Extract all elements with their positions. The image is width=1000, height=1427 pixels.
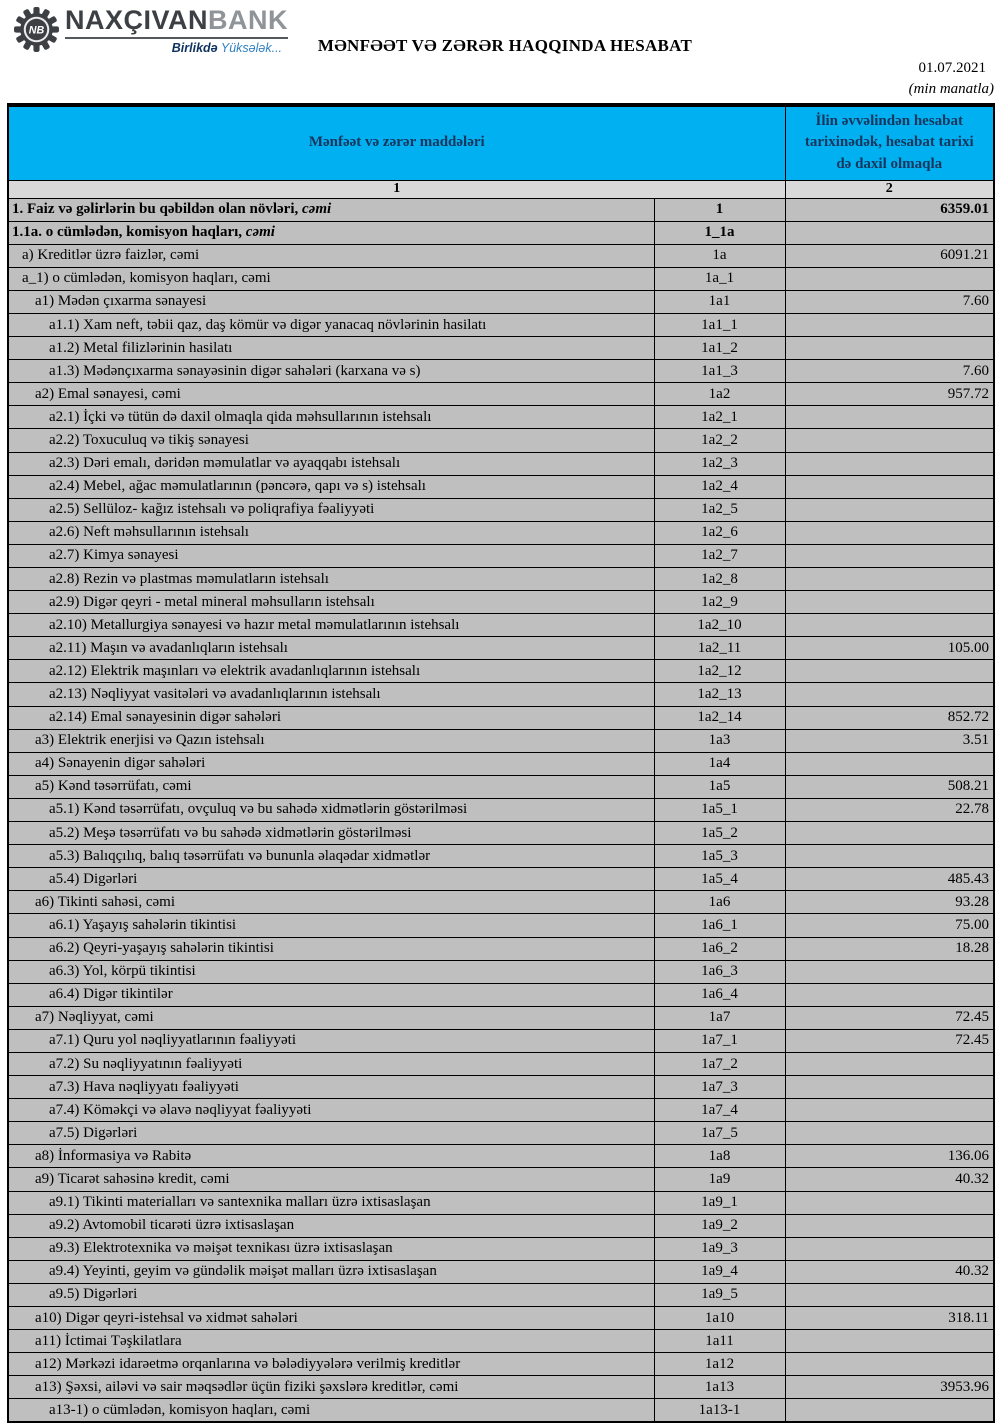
gear-logo-icon bbox=[13, 6, 60, 53]
page-header bbox=[0, 0, 1000, 103]
table-row bbox=[8, 360, 994, 383]
row-label: a2) Emal sənayesi, cəmi bbox=[35, 385, 181, 402]
table-body bbox=[8, 198, 994, 1422]
row-label-cell bbox=[8, 475, 654, 498]
row-value bbox=[785, 614, 994, 637]
row-label-italic: cəmi bbox=[245, 224, 275, 241]
row-label: a2.10) Metallurgiya sənayesi və hazır metal məmulatlarının istehsalı bbox=[49, 616, 460, 633]
table-row bbox=[8, 221, 994, 244]
row-label: a5.3) Balıqçılıq, balıq təsərrüfatı və bununla əlaqədar xidmətlər bbox=[49, 847, 431, 864]
row-value bbox=[785, 591, 994, 614]
row-label-cell bbox=[8, 1076, 654, 1099]
row-label-cell bbox=[8, 1353, 654, 1376]
row-label-cell bbox=[8, 452, 654, 475]
row-code: 1a5_2 bbox=[654, 822, 785, 845]
row-code: 1a bbox=[654, 244, 785, 267]
row-label: a4) Sənayenin digər sahələri bbox=[35, 755, 206, 772]
row-value: 75.00 bbox=[785, 914, 994, 937]
row-value: 7.60 bbox=[785, 360, 994, 383]
table-row bbox=[8, 614, 994, 637]
row-code: 1a9_4 bbox=[654, 1260, 785, 1283]
row-label: a7.1) Quru yol nəqliyyatlarının fəaliyyəti bbox=[49, 1032, 297, 1049]
row-label-cell bbox=[8, 614, 654, 637]
row-label: a2.8) Rezin və plastmas məmulatların istehsalı bbox=[49, 570, 329, 587]
row-code: 1a2_10 bbox=[654, 614, 785, 637]
row-label: a7.5) Digərləri bbox=[49, 1124, 138, 1141]
row-label: a6.2) Qeyri-yaşayış sahələrin tikintisi bbox=[49, 940, 274, 957]
row-label-cell bbox=[8, 383, 654, 406]
row-value: 318.11 bbox=[785, 1307, 994, 1330]
row-label-cell bbox=[8, 1099, 654, 1122]
table-row bbox=[8, 1260, 994, 1283]
row-label: a2.3) Dəri emalı, dəridən məmulatlar və ayaqqabı istehsalı bbox=[49, 455, 401, 472]
row-label: a1.1) Xam neft, təbii qaz, daş kömür və digər yanacaq növlərinin hasilatı bbox=[49, 316, 487, 333]
row-value bbox=[785, 1283, 994, 1306]
row-label-cell bbox=[8, 1376, 654, 1399]
table-row bbox=[8, 498, 994, 521]
row-value: 6359.01 bbox=[785, 198, 994, 221]
table-row bbox=[8, 1168, 994, 1191]
row-value: 22.78 bbox=[785, 798, 994, 821]
bank-name-part2: BANK bbox=[208, 5, 289, 35]
row-label: a2.6) Neft məhsullarının istehsalı bbox=[49, 524, 249, 541]
row-code: 1a13-1 bbox=[654, 1399, 785, 1422]
row-code: 1a9 bbox=[654, 1168, 785, 1191]
row-label: a6) Tikinti sahəsi, cəmi bbox=[35, 893, 175, 910]
row-value bbox=[785, 1214, 994, 1237]
row-label-cell bbox=[8, 752, 654, 775]
row-code: 1a7 bbox=[654, 1006, 785, 1029]
row-code: 1a7_3 bbox=[654, 1076, 785, 1099]
row-label-cell bbox=[8, 937, 654, 960]
row-value bbox=[785, 406, 994, 429]
unit-note: (min manatla) bbox=[908, 81, 994, 97]
table-row bbox=[8, 1099, 994, 1122]
bank-name-part1: NAXÇIVAN bbox=[65, 5, 209, 35]
table-row bbox=[8, 1330, 994, 1353]
table-row bbox=[8, 1122, 994, 1145]
table-row bbox=[8, 1214, 994, 1237]
row-code: 1a2_7 bbox=[654, 544, 785, 567]
table-row bbox=[8, 660, 994, 683]
row-value bbox=[785, 683, 994, 706]
row-label: a5.1) Kənd təsərrüfatı, ovçuluq və bu sahədə xidmətlərin göstərilməsi bbox=[49, 801, 468, 818]
row-label-cell bbox=[8, 498, 654, 521]
row-value bbox=[785, 544, 994, 567]
row-label-cell bbox=[8, 683, 654, 706]
row-label-cell bbox=[8, 1006, 654, 1029]
row-label-cell bbox=[8, 1029, 654, 1052]
table-row bbox=[8, 1191, 994, 1214]
row-code: 1a6_4 bbox=[654, 983, 785, 1006]
row-code: 1a1 bbox=[654, 290, 785, 313]
row-value bbox=[785, 337, 994, 360]
row-label-cell bbox=[8, 360, 654, 383]
row-value bbox=[785, 221, 994, 244]
row-label-cell bbox=[8, 1052, 654, 1075]
row-value: 105.00 bbox=[785, 637, 994, 660]
column-number-1: 1 bbox=[8, 180, 785, 198]
row-label-cell bbox=[8, 198, 654, 221]
row-code: 1a9_5 bbox=[654, 1283, 785, 1306]
row-value bbox=[785, 1353, 994, 1376]
table-row bbox=[8, 752, 994, 775]
row-code: 1_1a bbox=[654, 221, 785, 244]
table-row bbox=[8, 1307, 994, 1330]
row-label: a5.2) Meşə təsərrüfatı və bu sahədə xidmətlərin göstərilməsi bbox=[49, 824, 412, 841]
row-label-cell bbox=[8, 914, 654, 937]
row-code: 1a2_12 bbox=[654, 660, 785, 683]
row-code: 1a3 bbox=[654, 729, 785, 752]
row-label: a7.4) Köməkçi və əlavə nəqliyyat fəaliyyəti bbox=[49, 1101, 312, 1118]
column-header-items: Mənfəət və zərər maddələri bbox=[8, 105, 785, 180]
row-label-cell bbox=[8, 1399, 654, 1422]
row-label-cell bbox=[8, 1122, 654, 1145]
row-value bbox=[785, 1237, 994, 1260]
row-label-cell bbox=[8, 1283, 654, 1306]
row-code: 1a6_2 bbox=[654, 937, 785, 960]
row-label: a2.12) Elektrik maşınları və elektrik avadanlıqlarının istehsalı bbox=[49, 662, 421, 679]
row-label: a_1) o cümlədən, komisyon haqları, cəmi bbox=[22, 270, 271, 287]
row-label: 1.1a. o cümlədən, komisyon haqları, bbox=[12, 224, 246, 241]
row-value bbox=[785, 660, 994, 683]
row-value bbox=[785, 521, 994, 544]
table-row bbox=[8, 1283, 994, 1306]
row-label-cell bbox=[8, 267, 654, 290]
table-row bbox=[8, 475, 994, 498]
row-label-cell bbox=[8, 960, 654, 983]
table-row bbox=[8, 313, 994, 336]
row-value bbox=[785, 568, 994, 591]
row-label: a6.4) Digər tikintilər bbox=[49, 986, 173, 1003]
table-row bbox=[8, 544, 994, 567]
row-value: 7.60 bbox=[785, 290, 994, 313]
row-label: a) Kreditlər üzrə faizlər, cəmi bbox=[22, 247, 200, 264]
row-code: 1a1_3 bbox=[654, 360, 785, 383]
bank-logo bbox=[13, 6, 288, 55]
row-label-cell bbox=[8, 983, 654, 1006]
bank-tagline-part2: Yüksələk... bbox=[220, 40, 283, 55]
row-code: 1a_1 bbox=[654, 267, 785, 290]
row-label-cell bbox=[8, 775, 654, 798]
row-code: 1a6_1 bbox=[654, 914, 785, 937]
row-label: a12) Mərkəzi idarəetmə orqanlarına və bələdiyyələrə verilmiş kreditlər bbox=[35, 1355, 461, 1372]
row-label-cell bbox=[8, 313, 654, 336]
table-row bbox=[8, 1353, 994, 1376]
row-label: a9.4) Yeyinti, geyim və gündəlik məişət malları üzrə ixtisaslaşan bbox=[49, 1263, 437, 1280]
row-code: 1a1_2 bbox=[654, 337, 785, 360]
row-code: 1a2 bbox=[654, 383, 785, 406]
table-row bbox=[8, 452, 994, 475]
row-code: 1a2_4 bbox=[654, 475, 785, 498]
table-row bbox=[8, 591, 994, 614]
row-code: 1a2_3 bbox=[654, 452, 785, 475]
row-code: 1a2_14 bbox=[654, 706, 785, 729]
row-code: 1a9_2 bbox=[654, 1214, 785, 1237]
table-row bbox=[8, 914, 994, 937]
row-label-cell bbox=[8, 1307, 654, 1330]
row-code: 1a6_3 bbox=[654, 960, 785, 983]
row-value: 72.45 bbox=[785, 1029, 994, 1052]
row-label-cell bbox=[8, 845, 654, 868]
row-label-cell bbox=[8, 406, 654, 429]
row-value bbox=[785, 822, 994, 845]
table-row bbox=[8, 1029, 994, 1052]
row-value: 18.28 bbox=[785, 937, 994, 960]
table-row bbox=[8, 429, 994, 452]
row-value: 3953.96 bbox=[785, 1376, 994, 1399]
row-label: a2.11) Maşın və avadanlıqların istehsalı bbox=[49, 639, 288, 656]
row-label-cell bbox=[8, 244, 654, 267]
row-label-cell bbox=[8, 660, 654, 683]
row-value bbox=[785, 1330, 994, 1353]
row-label: a1.3) Mədənçıxarma sənayəsinin digər sahələri (karxana və s) bbox=[49, 362, 421, 379]
table-row bbox=[8, 1006, 994, 1029]
row-value bbox=[785, 429, 994, 452]
row-value: 852.72 bbox=[785, 706, 994, 729]
row-value: 6091.21 bbox=[785, 244, 994, 267]
row-value: 40.32 bbox=[785, 1168, 994, 1191]
table-header-row bbox=[8, 105, 994, 180]
row-value bbox=[785, 1191, 994, 1214]
row-code: 1a4 bbox=[654, 752, 785, 775]
row-value: 485.43 bbox=[785, 868, 994, 891]
table-row bbox=[8, 267, 994, 290]
table-row bbox=[8, 568, 994, 591]
row-value bbox=[785, 267, 994, 290]
row-code: 1a5_3 bbox=[654, 845, 785, 868]
table-row bbox=[8, 960, 994, 983]
table-row bbox=[8, 1376, 994, 1399]
row-label: a9.2) Avtomobil ticarəti üzrə ixtisaslaşan bbox=[49, 1217, 295, 1234]
table-row bbox=[8, 337, 994, 360]
row-label: a9.1) Tikinti materialları və santexnika malları üzrə ixtisaslaşan bbox=[49, 1194, 431, 1211]
row-label-cell bbox=[8, 1237, 654, 1260]
row-value: 40.32 bbox=[785, 1260, 994, 1283]
bank-tagline bbox=[65, 41, 288, 55]
row-value bbox=[785, 475, 994, 498]
row-label: a1) Mədən çıxarma sənayesi bbox=[35, 293, 207, 310]
row-label: a7.3) Hava nəqliyyatı fəaliyyəti bbox=[49, 1078, 239, 1095]
row-code: 1a2_6 bbox=[654, 521, 785, 544]
row-label-cell bbox=[8, 544, 654, 567]
row-value: 3.51 bbox=[785, 729, 994, 752]
row-value bbox=[785, 498, 994, 521]
table-row bbox=[8, 891, 994, 914]
row-code: 1a2_1 bbox=[654, 406, 785, 429]
table-row bbox=[8, 775, 994, 798]
row-label-cell bbox=[8, 1214, 654, 1237]
table-row bbox=[8, 845, 994, 868]
row-code: 1a2_8 bbox=[654, 568, 785, 591]
row-code: 1a9_1 bbox=[654, 1191, 785, 1214]
table-row bbox=[8, 1076, 994, 1099]
row-label-cell bbox=[8, 798, 654, 821]
row-code: 1a10 bbox=[654, 1307, 785, 1330]
table-row bbox=[8, 937, 994, 960]
table-row bbox=[8, 822, 994, 845]
row-label: a6.1) Yaşayış sahələrin tikintisi bbox=[49, 916, 237, 933]
table-row bbox=[8, 521, 994, 544]
bank-tagline-part1: Birlikdə bbox=[171, 40, 218, 55]
column-header-value: İlin əvvəlindən hesabat tarixinədək, hesabat tarixi də daxil olmaqla bbox=[785, 105, 994, 180]
table-row bbox=[8, 1237, 994, 1260]
row-code: 1a6 bbox=[654, 891, 785, 914]
bank-logo-text bbox=[65, 6, 288, 55]
row-label-cell bbox=[8, 591, 654, 614]
row-value bbox=[785, 1399, 994, 1422]
column-numbering-row bbox=[8, 180, 994, 198]
row-code: 1a2_9 bbox=[654, 591, 785, 614]
row-label-italic: cəmi bbox=[302, 201, 332, 218]
report-title: MƏNFƏƏT VƏ ZƏRƏR HAQQINDA HESABAT bbox=[317, 36, 693, 55]
row-code: 1a7_1 bbox=[654, 1029, 785, 1052]
row-code: 1a7_5 bbox=[654, 1122, 785, 1145]
row-code: 1a5_4 bbox=[654, 868, 785, 891]
row-value: 508.21 bbox=[785, 775, 994, 798]
row-label-cell bbox=[8, 290, 654, 313]
row-label-cell bbox=[8, 637, 654, 660]
row-label: a2.1) İçki və tütün də daxil olmaqla qida məhsullarının istehsalı bbox=[49, 408, 432, 425]
row-label-cell bbox=[8, 337, 654, 360]
row-label: 1. Faiz və gəlirlərin bu qəbildən olan növləri, bbox=[12, 201, 302, 218]
row-label-cell bbox=[8, 1191, 654, 1214]
row-value bbox=[785, 845, 994, 868]
row-label: a5) Kənd təsərrüfatı, cəmi bbox=[35, 778, 192, 795]
table-row bbox=[8, 1145, 994, 1168]
row-label-cell bbox=[8, 729, 654, 752]
row-value bbox=[785, 983, 994, 1006]
row-code: 1a9_3 bbox=[654, 1237, 785, 1260]
row-label: a8) İnformasiya və Rabitə bbox=[35, 1147, 192, 1164]
row-label: a3) Elektrik enerjisi və Qazın istehsalı bbox=[35, 732, 265, 749]
table-row bbox=[8, 1399, 994, 1422]
row-label: a2.14) Emal sənayesinin digər sahələri bbox=[49, 709, 282, 726]
row-code: 1a8 bbox=[654, 1145, 785, 1168]
table-row bbox=[8, 798, 994, 821]
row-value bbox=[785, 960, 994, 983]
row-code: 1a13 bbox=[654, 1376, 785, 1399]
row-label-cell bbox=[8, 1260, 654, 1283]
row-code: 1a2_13 bbox=[654, 683, 785, 706]
bank-name bbox=[65, 6, 288, 39]
table-row bbox=[8, 637, 994, 660]
row-label-cell bbox=[8, 822, 654, 845]
row-label: a2.5) Sellüloz- kağız istehsalı və poliqrafiya fəaliyyəti bbox=[49, 501, 375, 518]
row-label-cell bbox=[8, 521, 654, 544]
row-label: a13-1) o cümlədən, komisyon haqları, cəmi bbox=[49, 1401, 311, 1418]
table-row bbox=[8, 683, 994, 706]
row-code: 1a1_1 bbox=[654, 313, 785, 336]
table-row bbox=[8, 1052, 994, 1075]
row-code: 1a7_4 bbox=[654, 1099, 785, 1122]
row-label: a9.3) Elektrotexnika və məişət texnikası üzrə ixtisaslaşan bbox=[49, 1240, 393, 1257]
row-code: 1a2_2 bbox=[654, 429, 785, 452]
row-value bbox=[785, 1122, 994, 1145]
row-label: a11) İctimai Təşkilatlara bbox=[35, 1332, 182, 1349]
table-row bbox=[8, 383, 994, 406]
table-row bbox=[8, 983, 994, 1006]
row-label-cell bbox=[8, 1330, 654, 1353]
table-row bbox=[8, 868, 994, 891]
row-value bbox=[785, 752, 994, 775]
row-code: 1a7_2 bbox=[654, 1052, 785, 1075]
row-label: a7.2) Su nəqliyyatının fəaliyyəti bbox=[49, 1055, 243, 1072]
row-value: 957.72 bbox=[785, 383, 994, 406]
profit-loss-table bbox=[7, 103, 995, 1423]
table-row bbox=[8, 729, 994, 752]
row-code: 1a11 bbox=[654, 1330, 785, 1353]
row-value bbox=[785, 1076, 994, 1099]
row-label-cell bbox=[8, 1145, 654, 1168]
row-label-cell bbox=[8, 221, 654, 244]
row-value bbox=[785, 452, 994, 475]
row-label: a1.2) Metal filizlərinin hasilatı bbox=[49, 339, 233, 356]
row-code: 1a2_11 bbox=[654, 637, 785, 660]
row-label: a2.4) Mebel, ağac məmulatlarının (pəncərə, qapı və s) istehsalı bbox=[49, 478, 426, 495]
table-row bbox=[8, 706, 994, 729]
row-code: 1a5_1 bbox=[654, 798, 785, 821]
row-label-cell bbox=[8, 868, 654, 891]
row-label: a2.7) Kimya sənayesi bbox=[49, 547, 179, 564]
row-label: a9) Ticarət sahəsinə kredit, cəmi bbox=[35, 1170, 230, 1187]
row-label-cell bbox=[8, 1168, 654, 1191]
row-code: 1a2_5 bbox=[654, 498, 785, 521]
row-label: a7) Nəqliyyat, cəmi bbox=[35, 1009, 154, 1026]
row-label: a2.13) Nəqliyyat vasitələri və avadanlıqlarının istehsalı bbox=[49, 686, 381, 703]
column-number-2: 2 bbox=[785, 180, 994, 198]
row-label-cell bbox=[8, 706, 654, 729]
row-label-cell bbox=[8, 429, 654, 452]
table-row bbox=[8, 244, 994, 267]
report-date: 01.07.2021 bbox=[918, 60, 986, 76]
row-label-cell bbox=[8, 568, 654, 591]
table-row bbox=[8, 406, 994, 429]
row-label: a9.5) Digərləri bbox=[49, 1286, 138, 1303]
row-label: a5.4) Digərləri bbox=[49, 870, 138, 887]
gear-logo-monogram: NB bbox=[28, 24, 45, 37]
row-label: a10) Digər qeyri-istehsal və xidmət sahələri bbox=[35, 1309, 298, 1326]
row-label: a2.2) Toxuculuq və tikiş sənayesi bbox=[49, 431, 249, 448]
table-row bbox=[8, 290, 994, 313]
row-code: 1a5 bbox=[654, 775, 785, 798]
row-value bbox=[785, 1099, 994, 1122]
row-code: 1a12 bbox=[654, 1353, 785, 1376]
row-value bbox=[785, 313, 994, 336]
row-label: a6.3) Yol, körpü tikintisi bbox=[49, 963, 196, 980]
row-value bbox=[785, 1052, 994, 1075]
row-value: 93.28 bbox=[785, 891, 994, 914]
row-label-cell bbox=[8, 891, 654, 914]
row-value: 72.45 bbox=[785, 1006, 994, 1029]
row-code: 1 bbox=[654, 198, 785, 221]
row-label: a2.9) Digər qeyri - metal mineral məhsulların istehsalı bbox=[49, 593, 375, 610]
row-label: a13) Şəxsi, ailəvi və sair məqsədlər üçün fiziki şəxslərə kreditlər, cəmi bbox=[35, 1378, 459, 1395]
row-value: 136.06 bbox=[785, 1145, 994, 1168]
table-row bbox=[8, 198, 994, 221]
